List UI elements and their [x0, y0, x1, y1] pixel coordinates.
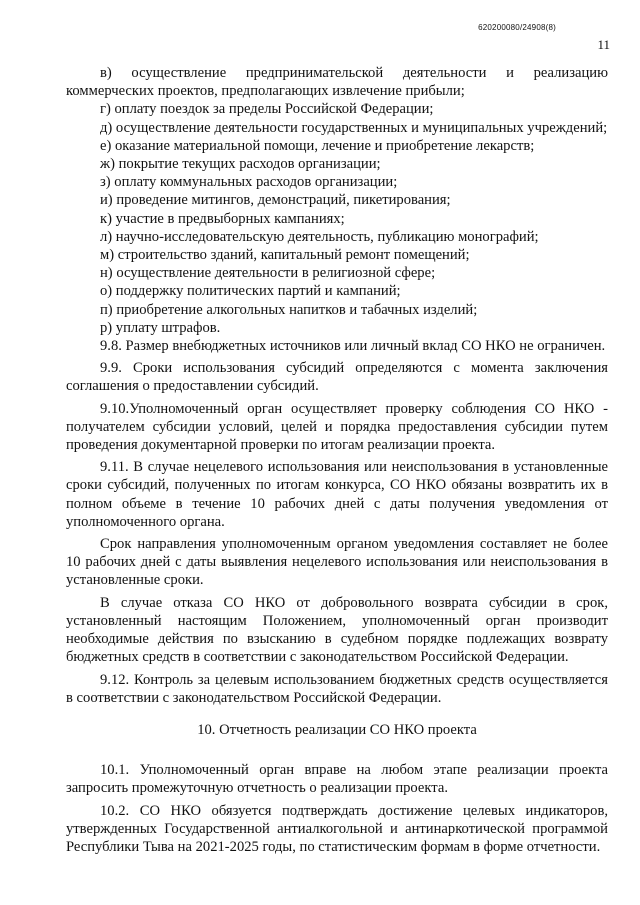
paragraph-9-11: 9.11. В случае нецелевого использования или неиспользования в установленные сроки субсидий, полученных по итогам конкурса, СО НКО обязаны возвратить их в полном объеме в течение 10 рабочих дней с даты получения уведомления от уполномоченного органа.	[66, 459, 608, 530]
paragraph-10-1: 10.1. Уполномоченный орган вправе на любом этапе реализации проекта запросить промежуточную отчетность о реализации проекта.	[66, 762, 608, 797]
list-item-g: г) оплату поездок за пределы Российской Федерации;	[100, 101, 434, 118]
document-body	[66, 64, 608, 856]
list-item-m: м) строительство зданий, капитальный ремонт помещений;	[100, 247, 470, 264]
list-item-r: р) уплату штрафов.	[100, 319, 221, 336]
paragraph-9-8: 9.8. Размер внебюджетных источников или личный вклад СО НКО не ограничен.	[100, 338, 606, 355]
paragraph-9-11-refusal: В случае отказа СО НКО от добровольного возврата субсидии в срок, установленный настоящим Положением, уполномоченный орган производит необходимые действия по взысканию в судебном порядке подлежащих возврату бюджетных средств в соответствии с законодательством Российской Федерации.	[66, 594, 608, 666]
document-code: 620200080/24908(8)	[478, 23, 556, 32]
paragraph-9-9: 9.9. Сроки использования субсидий определяются с момента заключения соглашения о предоставлении субсидий.	[66, 360, 608, 395]
list-item-d: д) осуществление деятельности государственных и муниципальных учреждений;	[100, 119, 608, 136]
list-item-n: н) осуществление деятельности в религиозной сфере;	[100, 265, 436, 282]
paragraph-9-12: 9.12. Контроль за целевым использованием бюджетных средств осуществляется в соответствии с законодательством Российской Федерации.	[66, 671, 608, 706]
list-item-z: з) оплату коммунальных расходов организации;	[100, 174, 398, 191]
list-item-e: е) оказание материальной помощи, лечение и приобретение лекарств;	[100, 137, 535, 154]
list-item-o: о) поддержку политических партий и кампаний;	[100, 283, 401, 300]
paragraph-9-10: 9.10.Уполномоченный орган осуществляет проверку соблюдения СО НКО - получателем субсидии условий, целей и порядка предоставления субсидии путем проведения документарной проверки по итогам реализации проекта.	[66, 400, 608, 454]
list-item-p: п) приобретение алкогольных напитков и табачных изделий;	[100, 301, 478, 318]
page-number: 11	[597, 37, 610, 52]
list-item-i: и) проведение митингов, демонстраций, пикетирования;	[100, 192, 451, 209]
list-item-l: л) научно-исследовательскую деятельность, публикацию монографий;	[100, 228, 539, 245]
list-item-k: к) участие в предвыборных кампаниях;	[100, 210, 345, 227]
list-item-v: в) осуществление предпринимательской деятельности и реализацию коммерческих проектов, предполагающих извлечение прибыли;	[66, 65, 608, 100]
paragraph-9-11-notice: Срок направления уполномоченным органом уведомления составляет не более 10 рабочих дней с даты выявления нецелевого использования или неиспользования в установленные сроки.	[66, 536, 608, 589]
list-item-zh: ж) покрытие текущих расходов организации;	[100, 156, 381, 173]
section-10-heading: 10. Отчетность реализации СО НКО проекта	[197, 721, 477, 738]
paragraph-10-2: 10.2. СО НКО обязуется подтверждать достижение целевых индикаторов, утвержденных Государственной антиалкогольной и антинаркотической программой Республики Тыва на 2021-2025 годы, по статистическим формам в форме отчетности.	[66, 802, 608, 855]
